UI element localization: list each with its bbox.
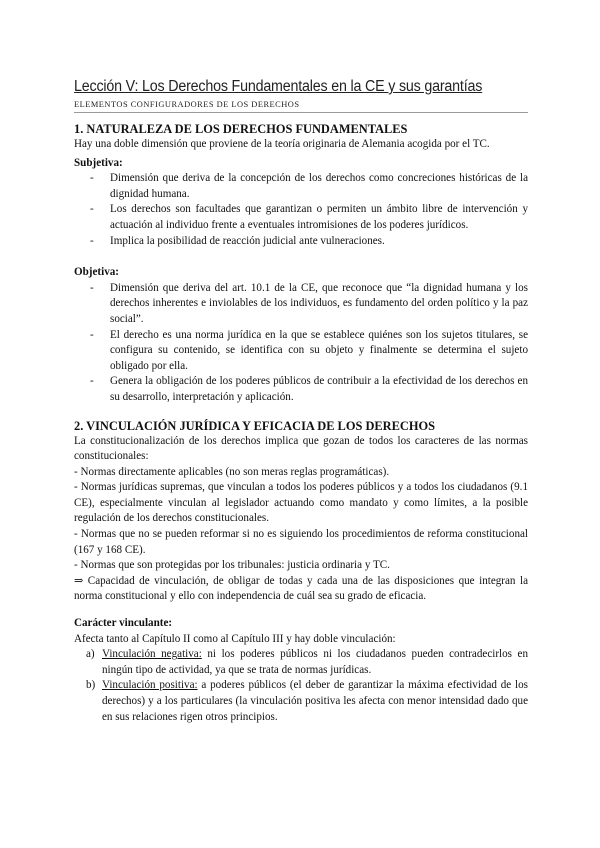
list-item: - Dimensión que deriva de la concepción de los derechos como concreciones históricas de la dignidad humana. <box>90 172 528 200</box>
section2-paragraph: - Normas directamente aplicables (no son meras reglas programáticas). <box>74 465 390 478</box>
section2-paragraph: ⇒ Capacidad de vinculación, de obligar de todas y cada una de las disposiciones que integran la norma constitucional y ello con independencia de cuál sea su grado de eficacia. <box>74 574 528 603</box>
section1-intro: Hay una doble dimensión que proviene de la teoría originaria de Alemania acogida por el TC. <box>74 138 490 150</box>
term-positiva: Vinculación positiva: <box>102 679 198 692</box>
objetiva-label: Objetiva: <box>74 266 119 279</box>
subjetiva-list <box>74 171 528 249</box>
lesson-title: Lección V: Los Derechos Fundamentales en la CE y sus garantías <box>74 78 483 95</box>
section1-heading: 1. NATURALEZA DE LOS DERECHOS FUNDAMENTALES <box>74 122 408 136</box>
list-item: - Dimensión que deriva del art. 10.1 de la CE, que reconoce que “la dignidad humana y los derechos inherentes e inviolables de los individuos, es fundamento del orden político y la paz social”. <box>90 281 528 325</box>
list-item: - El derecho es una norma jurídica en la que se establece quiénes son los sujetos titulares, se configura su contenido, se identifica con su objeto y finalmente se determina el sujeto obligado por ella. <box>90 328 528 372</box>
title-divider <box>74 112 528 113</box>
subjetiva-label: Subjetiva: <box>74 156 123 169</box>
section2-paragraph: La constitucionalización de los derechos implica que gozan de todos los caracteres de las normas constitucionales: <box>74 434 528 463</box>
list-item: - Los derechos son facultades que garantizan o permiten un ámbito libre de intervención y actuación al individuo frente a eventuales intromisiones de los poderes jurídicos. <box>90 203 528 231</box>
section2-heading: 2. VINCULACIÓN JURÍDICA Y EFICACIA DE LOS DERECHOS <box>74 418 435 433</box>
section2-paragraph: - Normas que son protegidas por los tribunales: justicia ordinaria y TC. <box>74 559 390 572</box>
list-item: a) Vinculación negativa: ni los poderes públicos ni los ciudadanos pueden contradecirlos en ningún tipo de actividad, ya que se trata de normas jurídicas. <box>86 648 529 676</box>
section2-paragraph: - Normas que no se pueden reformar si no es siguiendo los procedimientos de reforma constitucional (167 y 168 CE). <box>74 528 528 556</box>
vinculacion-list <box>74 647 528 725</box>
objetiva-list <box>74 281 528 406</box>
list-item: b) Vinculación positiva: a poderes públicos (el deber de garantizar la máxima efectividad de los derechos) y a los particulares (la vinculación positiva les afecta con menor intensidad dado que en sus relaciones rigen otros principios. <box>86 679 528 723</box>
term-negativa: Vinculación negativa: <box>102 648 202 661</box>
caracter-label: Carácter vinculante: <box>74 617 173 630</box>
section2-paragraph: - Normas jurídicas supremas, que vinculan a todos los poderes públicos y a todos los ciudadanos (9.1 CE), especialmente vinculan al legislador actuando como mandato y como límites, a la posible regulación de los derechos constitucionales. <box>74 481 528 525</box>
list-item: - Implica la posibilidad de reacción judicial ante vulneraciones. <box>90 234 385 247</box>
lesson-subtitle: ELEMENTOS CONFIGURADORES DE LOS DERECHOS <box>74 100 300 109</box>
list-item: - Genera la obligación de los poderes públicos de contribuir a la efectividad de los derechos en su desarrollo, interpretación y aplicación. <box>90 375 528 403</box>
caracter-intro: Afecta tanto al Capítulo II como al Capítulo III y hay doble vinculación: <box>74 632 396 645</box>
